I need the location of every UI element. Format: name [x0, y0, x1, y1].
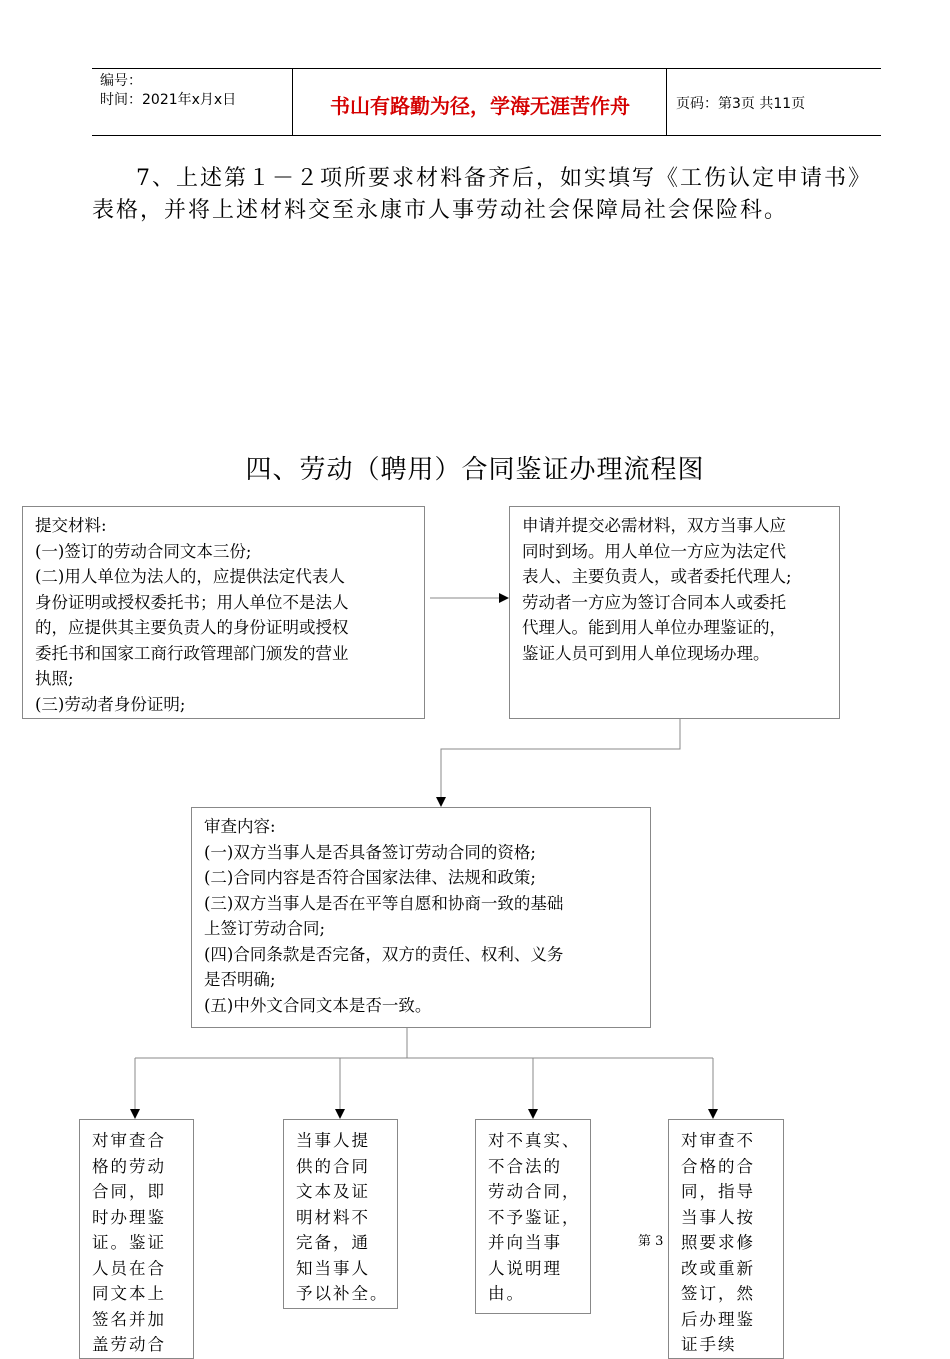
review-line: 是否明确;: [204, 970, 276, 989]
outcome-approved-box: [79, 1119, 194, 1359]
outcome-line: 文本及证: [296, 1182, 370, 1201]
outcome-line: 劳动合同，: [488, 1182, 581, 1201]
submit-line: 身份证明或授权委托书；用人单位不是法人: [35, 592, 349, 612]
outcome-line: 不予鉴证，: [488, 1207, 581, 1227]
header-time: 时间：2021年x月x日: [100, 92, 237, 108]
apply-line: 劳动者一方应为签订合同本人或委托: [522, 592, 786, 612]
outcome-line: 明材料不: [296, 1207, 370, 1227]
arrow-apply-to-review: [441, 719, 680, 806]
apply-line: 表人、主要负责人，或者委托代理人;: [522, 567, 792, 586]
header-page-number: 页码：第3页 共11页: [676, 96, 806, 112]
body-paragraph: 7、上述第１－２项所要求材料备齐后，如实填写《工伤认定申请书》表格，并将上述材料交至永康市人事劳动社会保障局社会保险科。: [92, 166, 872, 223]
submit-line: 的，应提供其主要负责人的身份证明或授权: [35, 618, 349, 637]
outcome-line: 同，指导: [681, 1182, 755, 1201]
outcome-line: 予以补全。: [296, 1284, 389, 1303]
review-line: (五)中外文合同文本是否一致。: [204, 995, 432, 1015]
outcome-line: 时办理鉴: [92, 1207, 166, 1227]
review-line: (一)双方当事人是否具备签订劳动合同的资格;: [204, 842, 536, 862]
outcome-line: 证。鉴证: [92, 1233, 166, 1252]
outcome-line: 由。: [488, 1284, 525, 1303]
submit-materials-box: [22, 506, 425, 719]
outcome-line: 合格的合: [681, 1156, 755, 1176]
outcome-rejected-box: [475, 1119, 591, 1314]
outcome-line: 格的劳动: [92, 1156, 166, 1176]
outcome-line: 对审查不: [681, 1131, 755, 1150]
outcome-line: 签名并加: [92, 1309, 166, 1329]
outcome-line: 人说明理: [488, 1258, 562, 1278]
outcome-line: 同文本上: [92, 1284, 166, 1303]
review-line: (四)合同条款是否完备，双方的责任、权利、义务: [204, 944, 564, 964]
submit-line: (三)劳动者身份证明;: [35, 694, 186, 714]
outcome-line: 供的合同: [296, 1156, 370, 1176]
submit-line: (二)用人单位为法人的，应提供法定代表人: [35, 567, 345, 586]
apply-line: 代理人。能到用人单位办理鉴证的，: [522, 618, 786, 637]
submit-line: 提交材料:: [35, 516, 107, 535]
outcome-line: 证手续: [681, 1335, 737, 1354]
outcome-line: 改或重新: [681, 1258, 755, 1278]
submit-line: 执照;: [35, 669, 74, 688]
outcome-line: 签订，然: [681, 1284, 755, 1303]
submit-line: (一)签订的劳动合同文本三份;: [35, 541, 252, 561]
outcome-line: 完备，通: [296, 1233, 370, 1252]
flowchart-title: 四、劳动（聘用）合同鉴证办理流程图: [245, 455, 705, 485]
outcome-line: 人员在合: [92, 1258, 166, 1278]
apply-line: 申请并提交必需材料，双方当事人应: [522, 516, 786, 535]
outcome-revise-box: [668, 1119, 784, 1359]
outcome-line: 并向当事: [488, 1233, 562, 1252]
submit-line: 委托书和国家工商行政管理部门颁发的营业: [35, 643, 349, 663]
review-line: (二)合同内容是否符合国家法律、法规和政策;: [204, 868, 536, 887]
review-content-box: [191, 807, 651, 1028]
outcome-line: 盖劳动合: [92, 1335, 166, 1354]
review-line: 上签订劳动合同;: [204, 919, 326, 938]
outcome-line: 当事人提: [296, 1131, 370, 1150]
footer-page-number: 第 3: [638, 1234, 664, 1249]
outcome-line: 合同，即: [92, 1182, 166, 1201]
header-motto: 书山有路勤为径，学海无涯苦作舟: [330, 94, 630, 118]
apply-line: 同时到场。用人单位一方应为法定代: [522, 541, 786, 561]
header-number: 编号：: [100, 73, 142, 89]
outcome-line: 照要求修: [681, 1233, 755, 1252]
outcome-line: 当事人按: [681, 1207, 755, 1227]
outcome-line: 不合法的: [488, 1156, 562, 1176]
outcome-incomplete-box: [283, 1119, 398, 1309]
outcome-line: 后办理鉴: [681, 1309, 755, 1329]
review-line: (三)双方当事人是否在平等自愿和协商一致的基础: [204, 893, 564, 913]
review-line: 审查内容:: [204, 817, 276, 836]
outcome-line: 对不真实、: [488, 1131, 581, 1150]
outcome-line: 对审查合: [92, 1131, 166, 1150]
apply-box: [509, 506, 840, 719]
apply-line: 鉴证人员可到用人单位现场办理。: [522, 643, 770, 663]
outcome-line: 知当事人: [296, 1258, 370, 1278]
